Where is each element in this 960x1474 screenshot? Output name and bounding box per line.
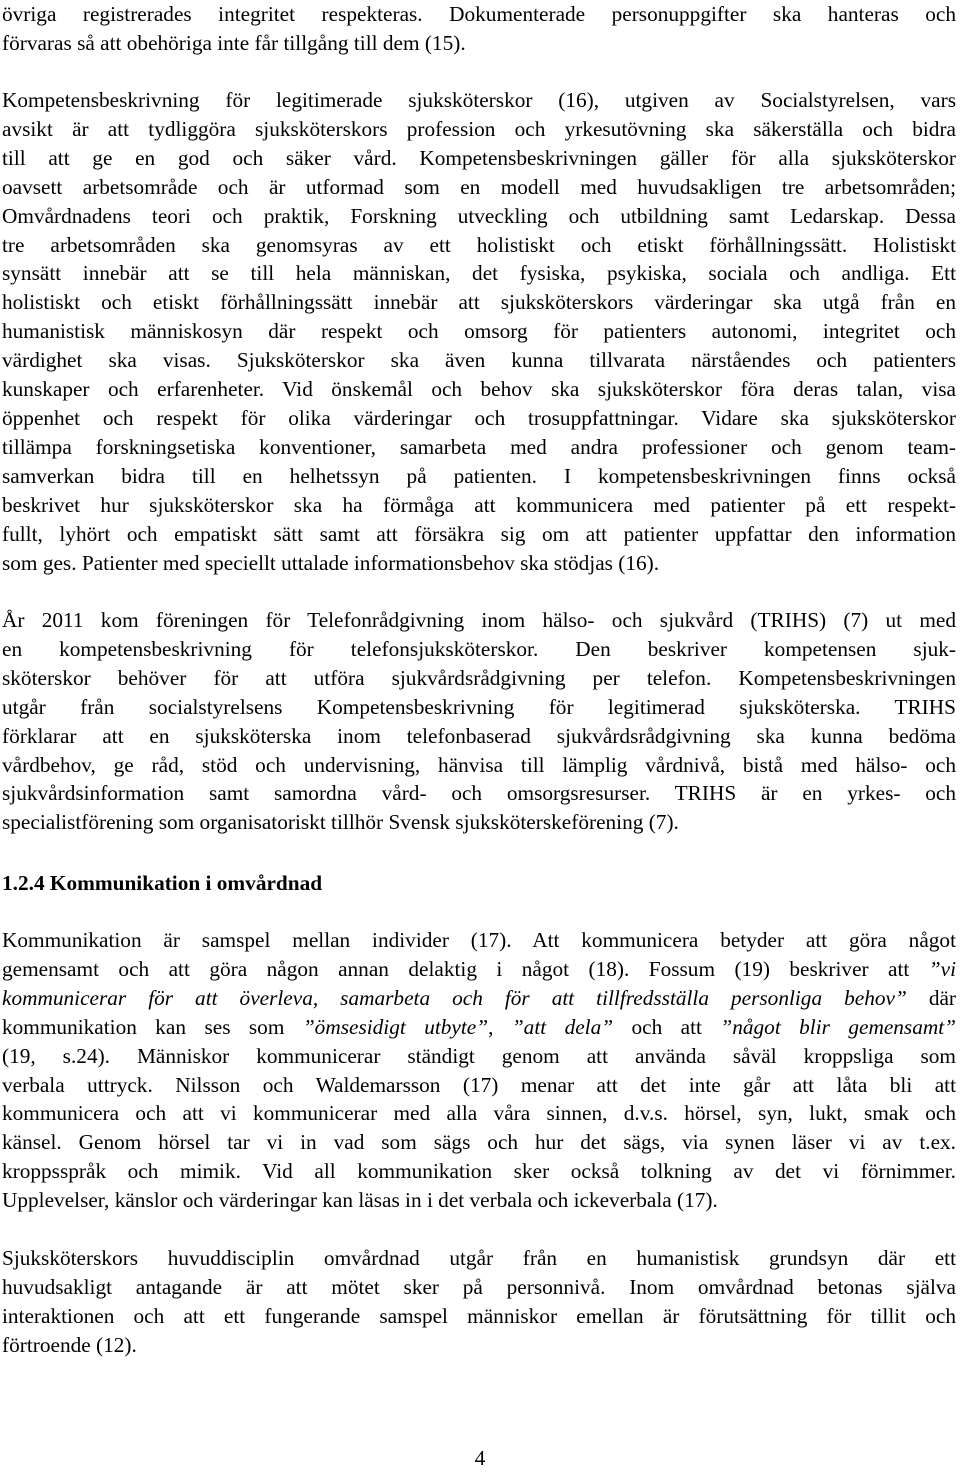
quote-segment: ”vi <box>928 956 956 981</box>
text-line: avsikt är att tydliggöra sjuksköterskors profession och yrkesutövning ska säkerställa och bidra <box>2 116 956 141</box>
text-line <box>2 955 956 984</box>
text-line: tre arbetsområden ska genomsyras av ett holistiskt och etiskt förhållningssätt. Holistiskt <box>2 232 956 257</box>
text-line: År 2011 kom föreningen för Telefonrådgivning inom hälso- och sjukvård (TRIHS) (7) ut med <box>2 608 956 632</box>
text-segment: , <box>488 1014 494 1039</box>
text-line: känsel. Genom hörsel tar vi in vad som sägs och hur det sägs, via synen läser vi av t.ex. <box>2 1130 956 1155</box>
quote-segment: ”ömsesidigt utbyte” <box>302 1014 489 1039</box>
paragraph-huvuddisciplin <box>2 1244 956 1360</box>
text-line: kunskaper och erfarenheter. Vid önskemål och behov ska sjuksköterskor föra deras talan, visa <box>2 377 956 402</box>
paragraph-kompetensbeskrivning <box>2 86 956 577</box>
section-heading: 1.2.4 Kommunikation i omvårdnad <box>2 871 323 895</box>
text-line: holistiskt och etiskt förhållningssätt innebär att sjuksköterskors värderingar ska utgå från en <box>2 290 956 315</box>
text-line <box>2 1013 956 1042</box>
text-line: humanistisk människosyn där respekt och omsorg för patienters autonomi, integritet och <box>2 319 956 344</box>
paragraph-kommunikation <box>2 926 956 1215</box>
text-line: övriga registrerades integritet respekteras. Dokumenterade personuppgifter ska hanteras och <box>2 2 956 26</box>
text-line: samverkan bidra till en helhetssyn på patienten. I kompetensbeskrivningen finns också <box>2 463 956 488</box>
text-line: vårdbehov, ge råd, stöd och undervisning, hänvisa till lämplig vårdnivå, bistå med hälso- och <box>2 752 956 777</box>
quote-segment: ”att dela” <box>511 1014 614 1039</box>
text-line: specialistförening som organisatoriskt tillhör Svensk sjuksköterskeförening (7). <box>2 810 679 835</box>
text-line: Omvårdnadens teori och praktik, Forskning utveckling och utbildning samt Ledarskap. Dessa <box>2 203 956 228</box>
text-line: synsätt innebär att se till hela människan, det fysiska, psykiska, sociala och andliga. Ett <box>2 261 956 286</box>
page-number: 4 <box>474 1446 486 1470</box>
text-line: kroppsspråk och mimik. Vid all kommunikation sker också tolkning av det vi förnimmer. <box>2 1159 956 1184</box>
text-segment: kommunikation kan ses som <box>2 1014 285 1039</box>
text-line: kommunicera och att vi kommunicerar med alla våra sinnen, d.v.s. hörsel, syn, lukt, smak och <box>2 1101 956 1126</box>
text-line: Kompetensbeskrivning för legitimerade sjuksköterskor (16), utgiven av Socialstyrelsen, vars <box>2 88 956 112</box>
text-line: förklarar att en sjuksköterska inom telefonbaserad sjukvårdsrådgivning ska kunna bedöma <box>2 723 956 748</box>
text-line: till att ge en god och säker vård. Kompetensbeskrivningen gäller för alla sjuksköterskor <box>2 145 956 170</box>
text-line: en kompetensbeskrivning för telefonsjuksköterskor. Den beskriver kompetensen sjuk- <box>2 636 956 661</box>
text-line: Upplevelser, känslor och värderingar kan läsas in i det verbala och ickeverbala (17). <box>2 1188 718 1213</box>
text-line: interaktionen och att ett fungerande samspel människor emellan är förutsättning för tillit och <box>2 1303 956 1328</box>
text-line: värdighet ska visas. Sjuksköterskor ska även kunna tillvarata närståendes och patienters <box>2 348 956 373</box>
quote-segment: ”något blir gemensamt” <box>720 1014 957 1039</box>
text-line: öppenhet och respekt för olika värderingar och trosuppfattningar. Vidare ska sjuksköterskor <box>2 405 956 430</box>
text-line: beskrivet hur sjuksköterskor ska ha förmåga att kommunicera med patienter på ett respekt- <box>2 492 956 517</box>
text-line: verbala uttryck. Nilsson och Waldemarsson (17) menar att det inte går att låta bli att <box>2 1072 956 1097</box>
text-line: förvaras så att obehöriga inte får tillgång till dem (15). <box>2 30 466 55</box>
text-line: förtroende (12). <box>2 1332 137 1357</box>
paragraph-trihs <box>2 606 956 837</box>
text-segment: gemensamt och att göra någon annan delaktig i något (18). Fossum (19) beskriver att <box>2 956 910 981</box>
text-line: utgår från socialstyrelsens Kompetensbeskrivning för legitimerad sjuksköterska. TRIHS <box>2 694 956 719</box>
text-line: (19, s.24). Människor kommunicerar ständigt genom att använda såväl kroppsliga som <box>2 1043 956 1068</box>
text-line: Sjuksköterskors huvuddisciplin omvårdnad utgår från en humanistisk grundsyn där ett <box>2 1246 956 1270</box>
text-line: fullt, lyhört och empatiskt sätt samt att försäkra sig om att patienter uppfattar den information <box>2 521 956 546</box>
text-line: som ges. Patienter med speciellt uttalade informationsbehov ska stödjas (16). <box>2 550 660 575</box>
quote-segment: kommunicerar för att överleva, samarbeta och för att tillfredsställa personliga behov” <box>2 985 907 1010</box>
text-line: huvudsakligt antagande är att mötet sker på personnivå. Inom omvårdnad betonas själva <box>2 1274 956 1299</box>
text-line: sjukvårdsinformation samt samordna vård- och omsorgsresurser. TRIHS är en yrkes- och <box>2 781 956 806</box>
text-line: oavsett arbetsområde och är utformad som en modell med huvudsakligen tre arbetsområden; <box>2 174 956 199</box>
text-line: tillämpa forskningsetiska konventioner, samarbeta med andra professioner och genom team- <box>2 434 956 459</box>
text-segment: där <box>928 985 957 1010</box>
text-segment: och att <box>631 1014 702 1039</box>
text-line: sköterskor behöver för att utföra sjukvårdsrådgivning per telefon. Kompetensbeskrivningen <box>2 665 956 690</box>
text-line <box>2 984 956 1013</box>
paragraph-continuation <box>2 0 956 58</box>
text-line: Kommunikation är samspel mellan individer (17). Att kommunicera betyder att göra något <box>2 928 956 952</box>
